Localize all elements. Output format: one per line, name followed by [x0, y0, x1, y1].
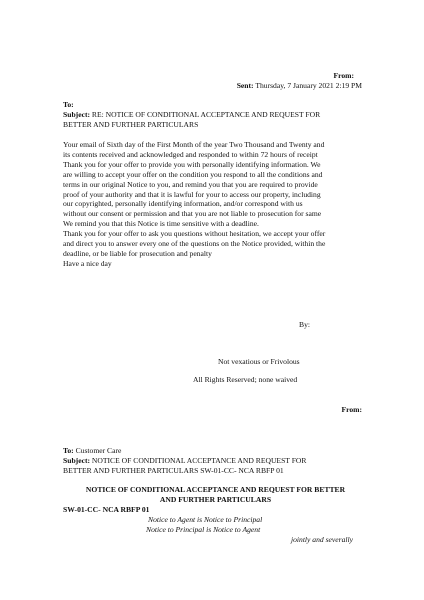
notice-title-line-1: NOTICE OF CONDITIONAL ACCEPTANCE AND REQUEST FOR BETTER — [85, 485, 346, 494]
rights-text: All Rights Reserved; none waived — [193, 375, 298, 384]
to-label: To: — [63, 100, 74, 109]
body-line: Thank you for your offer to ask you questions without hesitation, we accept your offer — [63, 229, 326, 239]
to-label-2: To: — [63, 446, 74, 455]
subject-text-2b: BETTER AND FURTHER PARTICULARS SW-01-CC- NCA RBFP 01 — [63, 466, 284, 475]
to-value-2: Customer Care — [75, 446, 122, 455]
notice-principal-text: Notice to Principal is Notice to Agent — [146, 525, 261, 534]
body-line: and direct you to answer every one of the questions on the Notice provided, within the — [63, 239, 326, 249]
subject-label: Subject: — [63, 110, 90, 119]
sent-label: Sent: — [236, 81, 254, 90]
body-line: its contents received and acknowledged and responded to within 72 hours of receipt — [63, 149, 318, 159]
body-line: without our consent or permission and that you are not liable to prosecution for same — [63, 209, 322, 219]
subject-line-2a — [63, 456, 306, 466]
sent-line — [237, 81, 362, 91]
reference-code: SW-01-CC- NCA RBFP 01 — [63, 505, 150, 514]
body-line: terms in our original Notice to you, and remind you that you are required to provide — [63, 179, 318, 189]
subject-label-2: Subject: — [63, 456, 90, 465]
subject-text-1: RE: NOTICE OF CONDITIONAL ACCEPTANCE AND REQUEST FOR — [91, 110, 321, 119]
body-line: deadline, or be liable for prosecution and penalty — [63, 248, 212, 258]
body-line: proof of your authority and that it is lawful for your to access our property, including — [63, 189, 321, 199]
by-label: By: — [299, 320, 310, 329]
jointly-severally-text: jointly and severally — [291, 535, 353, 544]
body-line: Have a nice day — [63, 258, 112, 268]
email-body — [63, 140, 368, 269]
subject-text-2a: NOTICE OF CONDITIONAL ACCEPTANCE AND REQUEST FOR — [91, 456, 307, 465]
notice-title-line-2: AND FURTHER PARTICULARS — [159, 494, 272, 504]
notice-agent-text: Notice to Agent is Notice to Principal — [148, 515, 263, 524]
body-line: Your email of Sixth day of the First Month of the year Two Thousand and Twenty and — [63, 140, 325, 149]
body-line: our copyrighted, personally identifying information, and/or correspond with us — [63, 199, 303, 209]
subject-line-1 — [63, 110, 320, 120]
not-vexatious-text: Not vexatious or Frivolous — [218, 357, 300, 366]
body-line: Thank you for your offer to provide you with personally identifying information. We — [63, 159, 321, 169]
subject-text-2: BETTER AND FURTHER PARTICULARS — [63, 120, 199, 129]
body-line: are willing to accept your offer on the condition you respond to all the conditions and — [63, 169, 323, 179]
sent-value: Thursday, 7 January 2021 2:19 PM — [255, 81, 362, 90]
from-label-2: From: — [341, 405, 362, 414]
from-label: From: — [333, 71, 354, 80]
body-line: We remind you that this Notice is time sensitive with a deadline. — [63, 219, 259, 229]
to-line-2 — [63, 446, 121, 456]
notice-title — [63, 485, 368, 505]
